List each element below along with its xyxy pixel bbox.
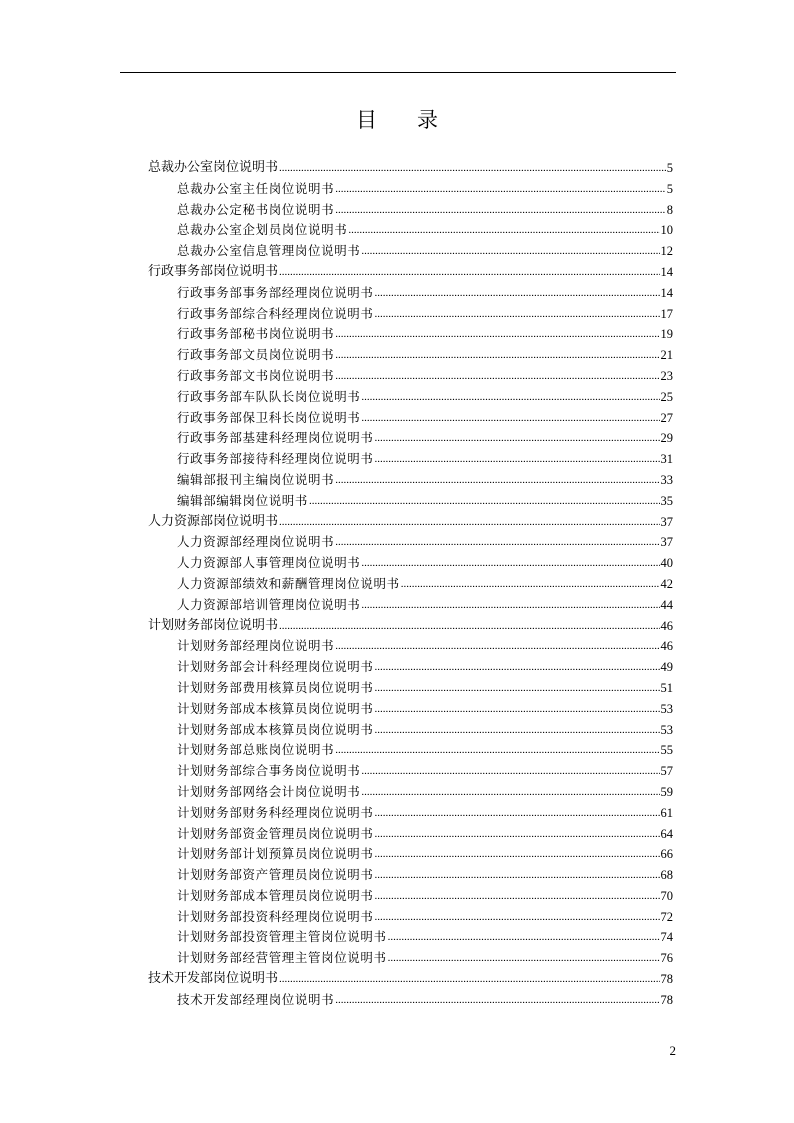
toc-entry-title: 计划财务部计划预算员岗位说明书 [177, 846, 374, 862]
toc-dot-leader [375, 699, 660, 720]
toc-subsection-entry[interactable] [148, 553, 673, 574]
toc-entry-title: 总裁办公室信息管理岗位说明书 [177, 243, 361, 259]
toc-entry-page: 46 [660, 618, 673, 633]
toc-entry-page: 21 [660, 348, 673, 363]
toc-entry-title: 计划财务部成本管理员岗位说明书 [177, 887, 374, 903]
toc-dot-leader [335, 740, 659, 761]
toc-subsection-entry[interactable] [148, 948, 673, 969]
toc-entry-title: 计划财务部综合事务岗位说明书 [177, 763, 361, 779]
toc-entry-page: 27 [660, 410, 673, 425]
toc-subsection-entry[interactable] [148, 699, 673, 720]
toc-entry-page: 14 [660, 285, 673, 300]
toc-entry-page: 59 [660, 784, 673, 799]
toc-entry-title: 计划财务部投资科经理岗位说明书 [177, 908, 374, 924]
toc-entry-title: 计划财务部资金管理员岗位说明书 [177, 825, 374, 841]
toc-section-entry[interactable] [148, 969, 673, 990]
toc-entry-title: 计划财务部投资管理主管岗位说明书 [177, 929, 387, 945]
toc-entry-page: 31 [660, 452, 673, 467]
toc-dot-leader [335, 636, 659, 657]
toc-entry-page: 53 [660, 722, 673, 737]
header-rule [120, 72, 676, 73]
toc-entry-title: 计划财务部岗位说明书 [148, 617, 279, 633]
toc-dot-leader [375, 844, 660, 865]
toc-subsection-entry[interactable] [148, 927, 673, 948]
toc-dot-leader [279, 158, 666, 179]
toc-dot-leader [375, 304, 660, 325]
toc-dot-leader [375, 886, 660, 907]
toc-entry-page: 17 [660, 306, 673, 321]
toc-dot-leader [375, 283, 660, 304]
toc-entry-page: 10 [660, 223, 673, 238]
toc-entry-page: 78 [660, 992, 673, 1007]
toc-dot-leader [375, 720, 660, 741]
toc-subsection-entry[interactable] [148, 865, 673, 886]
toc-dot-leader [375, 824, 660, 845]
toc-entry-title: 编辑部编辑岗位说明书 [177, 492, 309, 508]
toc-entry-page: 25 [660, 389, 673, 404]
toc-subsection-entry[interactable] [148, 283, 673, 304]
toc-entry-page: 37 [660, 514, 673, 529]
toc-entry-page: 40 [660, 556, 673, 571]
toc-dot-leader [361, 761, 659, 782]
toc-section-entry[interactable] [148, 158, 673, 179]
toc-entry-page: 5 [666, 181, 673, 196]
toc-list [148, 158, 673, 1011]
toc-dot-leader [348, 220, 659, 241]
toc-subsection-entry[interactable] [148, 387, 673, 408]
toc-subsection-entry[interactable] [148, 449, 673, 470]
toc-subsection-entry[interactable] [148, 179, 673, 200]
toc-dot-leader [335, 532, 659, 553]
toc-dot-leader [335, 345, 659, 366]
toc-entry-title: 人力资源部培训管理岗位说明书 [177, 596, 361, 612]
toc-entry-page: 33 [660, 472, 673, 487]
toc-entry-title: 行政事务部接待科经理岗位说明书 [177, 451, 374, 467]
toc-entry-title: 计划财务部总账岗位说明书 [177, 742, 335, 758]
toc-entry-title: 计划财务部成本核算员岗位说明书 [177, 700, 374, 716]
toc-subsection-entry[interactable] [148, 366, 673, 387]
toc-dot-leader [361, 387, 659, 408]
toc-entry-title: 行政事务部岗位说明书 [148, 263, 279, 279]
toc-entry-title: 总裁办公室主任岗位说明书 [177, 180, 335, 196]
toc-entry-page: 44 [660, 597, 673, 612]
toc-dot-leader [375, 907, 660, 928]
toc-entry-page: 51 [660, 680, 673, 695]
toc-subsection-entry[interactable] [148, 241, 673, 262]
toc-entry-title: 行政事务部秘书岗位说明书 [177, 326, 335, 342]
toc-entry-page: 29 [660, 431, 673, 446]
toc-entry-title: 计划财务部财务科经理岗位说明书 [177, 804, 374, 820]
toc-dot-leader [361, 408, 659, 429]
toc-entry-title: 行政事务部车队队长岗位说明书 [177, 388, 361, 404]
toc-dot-leader [361, 241, 659, 262]
toc-dot-leader [279, 969, 659, 990]
toc-dot-leader [335, 200, 666, 221]
toc-entry-title: 行政事务部文员岗位说明书 [177, 347, 335, 363]
toc-title-char-1: 目 [356, 108, 377, 132]
toc-dot-leader [401, 574, 660, 595]
toc-dot-leader [375, 803, 660, 824]
toc-entry-title: 行政事务部事务部经理岗位说明书 [177, 284, 374, 300]
toc-entry-page: 49 [660, 660, 673, 675]
toc-entry-page: 35 [660, 493, 673, 508]
toc-subsection-entry[interactable] [148, 886, 673, 907]
toc-subsection-entry[interactable] [148, 532, 673, 553]
toc-subsection-entry[interactable] [148, 720, 673, 741]
toc-entry-title: 人力资源部经理岗位说明书 [177, 534, 335, 550]
toc-entry-page: 68 [660, 868, 673, 883]
toc-entry-title: 总裁办公定秘书岗位说明书 [177, 201, 335, 217]
toc-entry-title: 计划财务部成本核算员岗位说明书 [177, 721, 374, 737]
toc-dot-leader [375, 428, 660, 449]
toc-dot-leader [335, 470, 659, 491]
toc-entry-title: 人力资源部岗位说明书 [148, 513, 279, 529]
toc-section-entry[interactable] [148, 512, 673, 533]
toc-dot-leader [335, 990, 659, 1011]
toc-subsection-entry[interactable] [148, 408, 673, 429]
toc-entry-page: 64 [660, 826, 673, 841]
toc-subsection-entry[interactable] [148, 428, 673, 449]
toc-dot-leader [309, 491, 659, 512]
toc-entry-page: 61 [660, 805, 673, 820]
toc-entry-page: 46 [660, 639, 673, 654]
toc-entry-page: 55 [660, 743, 673, 758]
toc-dot-leader [361, 782, 659, 803]
toc-entry-page: 74 [660, 930, 673, 945]
toc-title [0, 104, 794, 134]
toc-dot-leader [388, 927, 660, 948]
toc-entry-page: 23 [660, 368, 673, 383]
toc-dot-leader [335, 324, 659, 345]
toc-subsection-entry[interactable] [148, 782, 673, 803]
toc-subsection-entry[interactable] [148, 595, 673, 616]
toc-entry-page: 8 [666, 202, 673, 217]
toc-dot-leader [335, 366, 659, 387]
toc-entry-page: 70 [660, 888, 673, 903]
toc-entry-title: 人力资源部人事管理岗位说明书 [177, 555, 361, 571]
toc-entry-page: 5 [666, 161, 673, 175]
toc-subsection-entry[interactable] [148, 200, 673, 221]
toc-title-char-2: 录 [417, 108, 438, 132]
toc-entry-title: 计划财务部费用核算员岗位说明书 [177, 679, 374, 695]
toc-entry-page: 42 [660, 576, 673, 591]
toc-dot-leader [361, 595, 659, 616]
toc-entry-title: 人力资源部绩效和薪酬管理岗位说明书 [177, 575, 400, 591]
toc-subsection-entry[interactable] [148, 844, 673, 865]
toc-subsection-entry[interactable] [148, 907, 673, 928]
toc-entry-page: 12 [660, 244, 673, 259]
toc-entry-title: 编辑部报刊主编岗位说明书 [177, 471, 335, 487]
toc-entry-page: 19 [660, 327, 673, 342]
toc-entry-page: 78 [660, 972, 673, 987]
toc-entry-page: 76 [660, 951, 673, 966]
toc-entry-title: 计划财务部资产管理员岗位说明书 [177, 867, 374, 883]
toc-entry-title: 行政事务部文书岗位说明书 [177, 367, 335, 383]
toc-subsection-entry[interactable] [148, 990, 673, 1011]
toc-subsection-entry[interactable] [148, 636, 673, 657]
toc-subsection-entry[interactable] [148, 491, 673, 512]
toc-entry-page: 72 [660, 909, 673, 924]
toc-dot-leader [361, 553, 659, 574]
toc-entry-title: 总裁办公室岗位说明书 [148, 160, 279, 175]
toc-subsection-entry[interactable] [148, 740, 673, 761]
toc-dot-leader [335, 179, 666, 200]
toc-subsection-entry[interactable] [148, 304, 673, 325]
toc-entry-title: 计划财务部会计科经理岗位说明书 [177, 659, 374, 675]
toc-dot-leader [375, 865, 660, 886]
toc-entry-page: 37 [660, 535, 673, 550]
toc-section-entry[interactable] [148, 262, 673, 283]
toc-entry-title: 计划财务部经理岗位说明书 [177, 638, 335, 654]
toc-section-entry[interactable] [148, 616, 673, 637]
toc-entry-page: 66 [660, 847, 673, 862]
toc-subsection-entry[interactable] [148, 220, 673, 241]
toc-subsection-entry[interactable] [148, 574, 673, 595]
toc-entry-title: 技术开发部经理岗位说明书 [177, 991, 335, 1007]
toc-subsection-entry[interactable] [148, 678, 673, 699]
toc-subsection-entry[interactable] [148, 824, 673, 845]
toc-subsection-entry[interactable] [148, 761, 673, 782]
toc-dot-leader [279, 512, 659, 533]
toc-entry-title: 计划财务部网络会计岗位说明书 [177, 783, 361, 799]
toc-dot-leader [279, 616, 659, 637]
toc-dot-leader [388, 948, 660, 969]
toc-entry-title: 总裁办公室企划员岗位说明书 [177, 222, 348, 238]
toc-subsection-entry[interactable] [148, 345, 673, 366]
toc-entry-title: 行政事务部保卫科长岗位说明书 [177, 409, 361, 425]
toc-entry-title: 行政事务部综合科经理岗位说明书 [177, 305, 374, 321]
toc-subsection-entry[interactable] [148, 803, 673, 824]
toc-dot-leader [375, 678, 660, 699]
toc-entry-title: 技术开发部岗位说明书 [148, 971, 279, 987]
toc-dot-leader [375, 657, 660, 678]
toc-entry-page: 14 [660, 264, 673, 279]
page-number: 2 [669, 1043, 676, 1058]
toc-entry-title: 计划财务部经营管理主管岗位说明书 [177, 950, 387, 966]
toc-dot-leader [279, 262, 659, 283]
toc-entry-title: 行政事务部基建科经理岗位说明书 [177, 430, 374, 446]
toc-dot-leader [375, 449, 660, 470]
toc-entry-page: 53 [660, 701, 673, 716]
toc-subsection-entry[interactable] [148, 470, 673, 491]
toc-subsection-entry[interactable] [148, 324, 673, 345]
toc-subsection-entry[interactable] [148, 657, 673, 678]
toc-entry-page: 57 [660, 764, 673, 779]
